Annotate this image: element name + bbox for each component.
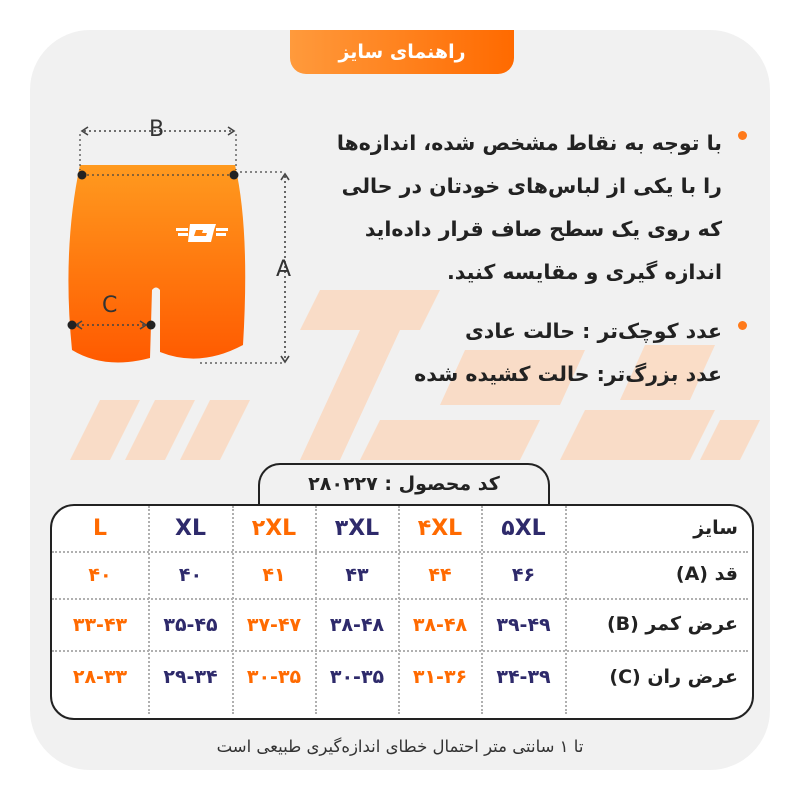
table-cell: ۳۸-۴۸ [329, 613, 385, 636]
instruction-line: را با یکی از لباس‌های خودتان در حالی [341, 174, 722, 198]
size-header: سایز [693, 517, 738, 539]
page-title: راهنمای سایز [290, 30, 514, 74]
size-l: L [92, 516, 108, 541]
table-cell: ۳۹-۴۹ [496, 613, 551, 636]
table-cell: ۴۶ [511, 564, 536, 586]
table-cell: ۲۸-۳۳ [72, 666, 128, 688]
table-divider [565, 506, 567, 714]
table-cell: ۳۳-۴۳ [72, 613, 128, 636]
instruction-line: با توجه به نقاط مشخص شده، اندازه‌ها [336, 131, 722, 155]
table-cell: ۴۴ [428, 564, 452, 586]
dimension-label-a: A [276, 257, 292, 282]
table-cell: ۳۰-۳۵ [246, 666, 302, 688]
size-2xl: ۲XL [251, 516, 297, 541]
dimension-label-c: C [102, 293, 118, 318]
table-cell: ۳۱-۳۶ [412, 666, 468, 688]
instruction-line: عدد بزرگ‌تر: حالت کشیده شده [414, 362, 722, 386]
table-cell: ۴۱ [262, 564, 286, 586]
table-cell: ۳۴-۳۹ [496, 666, 551, 688]
table-cell: ۴۰ [178, 564, 203, 586]
instruction-line: اندازه گیری و مقایسه کنید. [446, 260, 722, 284]
table-cell: ۳۸-۴۸ [412, 613, 468, 636]
size-5xl: ۵XL [501, 516, 546, 541]
row-label-thigh: عرض ران (C) [609, 666, 738, 688]
table-cell: ۳۷-۴۷ [246, 613, 302, 636]
table-cell: ۴۳ [345, 564, 369, 586]
bullet-icon [738, 131, 747, 140]
table-cell: ۲۹-۳۴ [163, 666, 218, 688]
bullet-icon [738, 321, 747, 330]
table-cell: ۴۰ [88, 564, 112, 586]
shorts-diagram [0, 0, 310, 380]
table-cell: ۳۵-۴۵ [163, 613, 218, 636]
instruction-paragraph-2 [302, 310, 722, 396]
product-code-tab [258, 463, 550, 509]
instruction-paragraph-1 [302, 122, 722, 294]
instruction-line: که روی یک سطح صاف قرار داده‌اید [364, 217, 722, 241]
row-label-waist: عرض کمر (B) [606, 613, 738, 635]
size-xl: XL [175, 516, 206, 541]
size-4xl: ۴XL [417, 516, 463, 541]
product-code: کد محصول : ۲۸۰۲۲۷ [308, 473, 500, 495]
size-3xl: ۳XL [334, 516, 380, 541]
instruction-line: عدد کوچک‌تر : حالت عادی [465, 319, 722, 343]
footer-note: تا ۱ سانتی متر احتمال خطای اندازه‌گیری طبیعی است [216, 737, 584, 756]
table-cell: ۳۰-۳۵ [329, 666, 385, 688]
dimension-label-b: B [149, 117, 165, 142]
row-label-height: قد (A) [675, 563, 738, 585]
